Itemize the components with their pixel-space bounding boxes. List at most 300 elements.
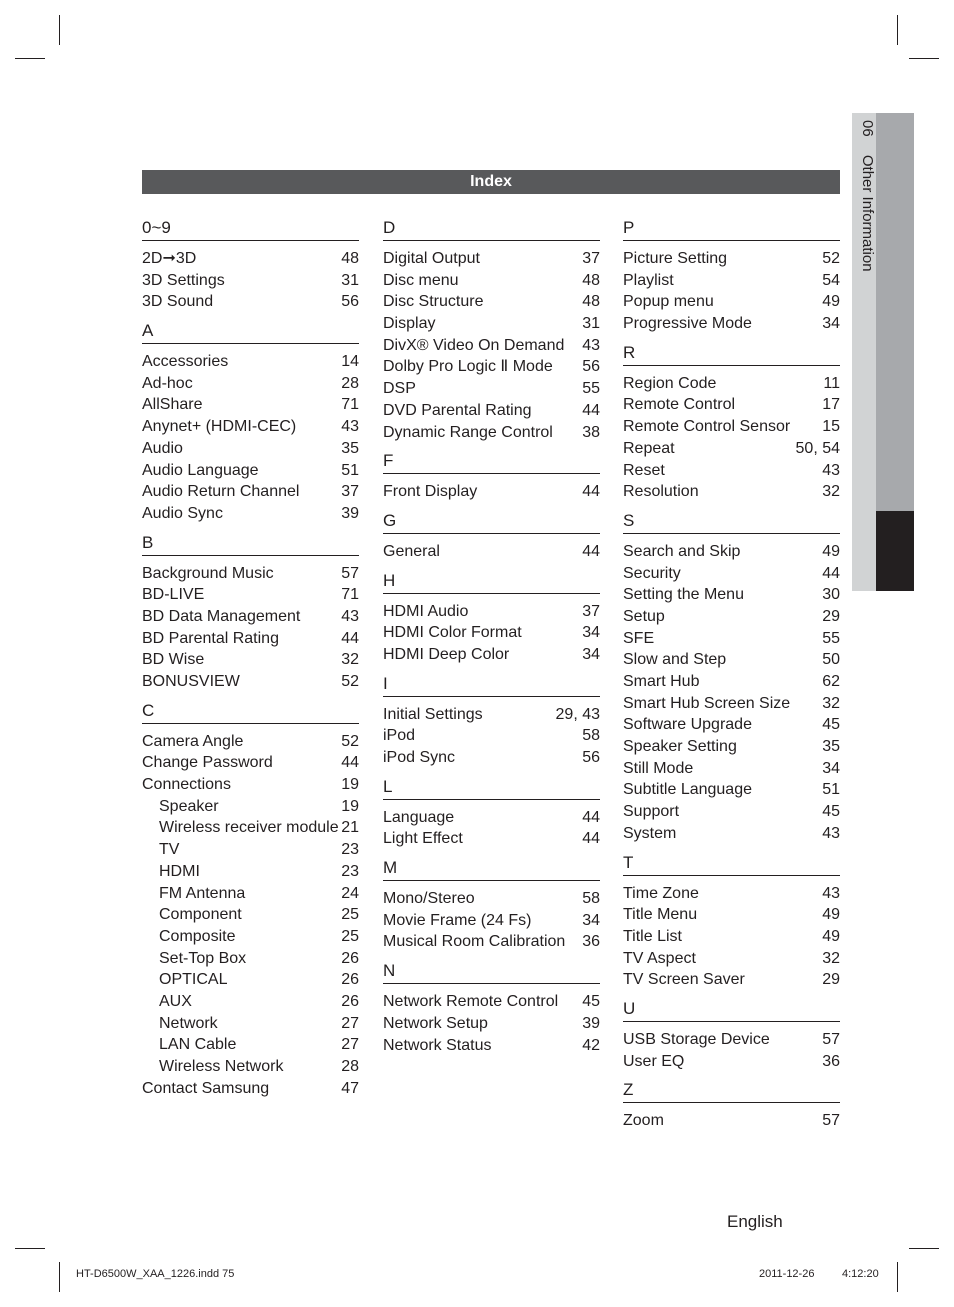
section-letter: A bbox=[142, 318, 359, 344]
entry-term: Subtitle Language bbox=[623, 781, 752, 799]
entry-page: 54 bbox=[822, 271, 840, 289]
index-entry bbox=[623, 416, 840, 438]
entry-term: TV bbox=[159, 841, 180, 859]
entry-page: 34 bbox=[582, 645, 600, 663]
index-entry bbox=[142, 606, 359, 628]
entry-term: Audio Language bbox=[142, 461, 259, 479]
entry-page: 44 bbox=[341, 754, 359, 772]
index-entry bbox=[623, 1051, 840, 1073]
section-letter: G bbox=[383, 508, 600, 534]
index-entry bbox=[623, 584, 840, 606]
entry-page: 32 bbox=[341, 651, 359, 669]
entry-term: Network bbox=[159, 1014, 218, 1032]
section-letter: H bbox=[383, 568, 600, 594]
entry-term: DVD Parental Rating bbox=[383, 401, 532, 419]
entry-page: 48 bbox=[582, 293, 600, 311]
entry-term: Anynet+ (HDMI-CEC) bbox=[142, 418, 297, 436]
entry-term: Title Menu bbox=[623, 906, 698, 924]
entry-page: 34 bbox=[822, 315, 840, 333]
entry-page: 49 bbox=[822, 293, 840, 311]
entry-page: 27 bbox=[341, 1014, 359, 1032]
entry-term: 3D Settings bbox=[142, 271, 225, 289]
entry-term: DSP bbox=[383, 380, 416, 398]
entry-page: 39 bbox=[341, 504, 359, 522]
index-section bbox=[383, 448, 600, 503]
crop-mark bbox=[909, 58, 939, 59]
index-entry bbox=[623, 270, 840, 292]
entry-term: iPod bbox=[383, 727, 416, 745]
index-entry bbox=[383, 356, 600, 378]
index-entry bbox=[383, 541, 600, 563]
entry-page: 45 bbox=[822, 803, 840, 821]
entry-page: 52 bbox=[822, 250, 840, 267]
index-entry bbox=[142, 628, 359, 650]
index-section bbox=[623, 850, 840, 991]
index-entry bbox=[623, 460, 840, 482]
entry-page: 14 bbox=[341, 353, 359, 371]
entry-page: 49 bbox=[822, 927, 840, 945]
index-section bbox=[142, 698, 359, 1100]
entry-term: Mono/Stereo bbox=[383, 890, 475, 908]
index-entry bbox=[142, 752, 359, 774]
entry-term: Ad-hoc bbox=[142, 374, 193, 392]
entry-page: 21 bbox=[341, 819, 359, 837]
entry-page: 35 bbox=[341, 439, 359, 457]
entry-term: Speaker Setting bbox=[623, 738, 737, 756]
index-entry bbox=[142, 671, 359, 693]
index-entry bbox=[623, 758, 840, 780]
entry-term: 2D➞3D bbox=[142, 250, 197, 267]
index-entry bbox=[142, 503, 359, 525]
entry-page: 29, 43 bbox=[555, 705, 600, 723]
index-entry bbox=[383, 335, 600, 357]
index-entry bbox=[623, 714, 840, 736]
entry-term: General bbox=[383, 542, 440, 560]
index-entry bbox=[383, 481, 600, 503]
entry-page: 30 bbox=[822, 586, 840, 604]
entry-term: HDMI Deep Color bbox=[383, 645, 510, 663]
index-entry bbox=[142, 1034, 359, 1056]
index-entry bbox=[383, 422, 600, 444]
section-letter: L bbox=[383, 774, 600, 800]
entry-page: 55 bbox=[822, 629, 840, 647]
index-entry bbox=[142, 373, 359, 395]
entry-term: Network Status bbox=[383, 1036, 492, 1054]
index-entry bbox=[623, 563, 840, 585]
crop-mark bbox=[15, 58, 45, 59]
index-entry bbox=[383, 378, 600, 400]
section-letter: 0~9 bbox=[142, 215, 359, 241]
footer-time: 4:12:20 bbox=[842, 1268, 879, 1280]
entry-page: 11 bbox=[823, 374, 840, 392]
entry-page: 43 bbox=[341, 607, 359, 625]
entry-page: 45 bbox=[822, 716, 840, 734]
entry-term: Playlist bbox=[623, 271, 674, 289]
entry-term: Setup bbox=[623, 607, 665, 625]
entry-page: 50 bbox=[822, 651, 840, 669]
entry-page: 19 bbox=[341, 797, 359, 815]
index-entry bbox=[623, 926, 840, 948]
index-entry bbox=[142, 774, 359, 796]
entry-page: 19 bbox=[341, 776, 359, 794]
index-entry bbox=[623, 649, 840, 671]
index-section bbox=[623, 340, 840, 503]
index-entry bbox=[383, 704, 600, 726]
entry-term: Time Zone bbox=[623, 884, 699, 902]
index-entry bbox=[623, 541, 840, 563]
entry-page: 71 bbox=[341, 396, 359, 414]
index-entry bbox=[142, 416, 359, 438]
entry-page: 52 bbox=[341, 673, 359, 690]
index-section bbox=[623, 508, 840, 845]
index-entry bbox=[623, 904, 840, 926]
index-entry bbox=[623, 779, 840, 801]
entry-page: 44 bbox=[582, 542, 600, 560]
entry-page: 45 bbox=[582, 993, 600, 1011]
index-section bbox=[142, 215, 359, 313]
entry-page: 51 bbox=[822, 781, 840, 799]
index-entry bbox=[142, 948, 359, 970]
index-section bbox=[142, 318, 359, 525]
entry-term: Audio Sync bbox=[142, 504, 223, 522]
entry-page: 34 bbox=[582, 624, 600, 642]
entry-term: Smart Hub Screen Size bbox=[623, 694, 791, 712]
entry-term: Initial Settings bbox=[383, 705, 483, 723]
entry-page: 49 bbox=[822, 542, 840, 560]
entry-term: Wireless Network bbox=[159, 1058, 284, 1075]
index-column-3 bbox=[623, 215, 840, 1137]
entry-page: 56 bbox=[341, 293, 359, 311]
entry-term: HDMI bbox=[159, 862, 200, 880]
entry-term: Contact Samsung bbox=[142, 1079, 270, 1097]
index-entry bbox=[623, 373, 840, 395]
entry-term: Speaker bbox=[159, 797, 219, 815]
index-entry bbox=[383, 1035, 600, 1057]
crop-mark bbox=[897, 15, 898, 45]
entry-page: 23 bbox=[341, 841, 359, 859]
entry-page: 57 bbox=[341, 564, 359, 582]
entry-page: 48 bbox=[341, 250, 359, 267]
index-entry bbox=[623, 801, 840, 823]
index-entry bbox=[142, 460, 359, 482]
entry-term: Region Code bbox=[623, 374, 717, 392]
index-entry bbox=[142, 291, 359, 313]
entry-page: 24 bbox=[341, 884, 359, 902]
entry-page: 26 bbox=[341, 971, 359, 989]
section-letter: Z bbox=[623, 1077, 840, 1103]
index-entry bbox=[623, 1029, 840, 1051]
entry-page: 43 bbox=[341, 418, 359, 436]
index-entry bbox=[142, 969, 359, 991]
index-entry bbox=[142, 438, 359, 460]
index-entry bbox=[383, 644, 600, 666]
index-entry bbox=[142, 926, 359, 948]
entry-term: AUX bbox=[159, 992, 192, 1010]
index-entry bbox=[383, 313, 600, 335]
entry-page: 43 bbox=[582, 336, 600, 354]
section-letter: T bbox=[623, 850, 840, 876]
entry-term: BONUSVIEW bbox=[142, 673, 240, 690]
entry-term: Movie Frame (24 Fs) bbox=[383, 911, 532, 929]
entry-term: TV Screen Saver bbox=[623, 971, 745, 989]
entry-page: 44 bbox=[822, 564, 840, 582]
entry-term: Disc Structure bbox=[383, 293, 484, 311]
index-section bbox=[383, 855, 600, 953]
entry-term: USB Storage Device bbox=[623, 1030, 770, 1048]
entry-term: Reset bbox=[623, 461, 665, 479]
index-entry bbox=[383, 828, 600, 850]
index-entry bbox=[383, 291, 600, 313]
chapter-title: Other Information bbox=[859, 154, 876, 272]
index-entry bbox=[623, 313, 840, 335]
index-entry bbox=[623, 883, 840, 905]
entry-term: Language bbox=[383, 808, 455, 826]
index-entry bbox=[142, 1013, 359, 1035]
entry-term: Network Remote Control bbox=[383, 993, 559, 1011]
index-entry bbox=[623, 948, 840, 970]
index-entry bbox=[142, 839, 359, 861]
section-letter: M bbox=[383, 855, 600, 881]
entry-term: AllShare bbox=[142, 396, 203, 414]
index-entry bbox=[383, 601, 600, 623]
entry-term: Repeat bbox=[623, 439, 675, 457]
entry-term: iPod Sync bbox=[383, 749, 456, 766]
index-entry bbox=[142, 248, 359, 270]
entry-page: 25 bbox=[341, 927, 359, 945]
entry-page: 44 bbox=[582, 483, 600, 501]
crop-mark bbox=[15, 1248, 45, 1249]
entry-term: TV Aspect bbox=[623, 949, 696, 967]
entry-term: Resolution bbox=[623, 483, 699, 501]
index-section bbox=[623, 1077, 840, 1132]
entry-term: Search and Skip bbox=[623, 542, 741, 560]
chapter-number: 06 bbox=[859, 120, 876, 137]
entry-page: 37 bbox=[582, 602, 600, 620]
entry-term: Network Setup bbox=[383, 1014, 488, 1032]
index-entry bbox=[383, 910, 600, 932]
entry-term: Change Password bbox=[142, 754, 273, 772]
entry-page: 37 bbox=[582, 250, 600, 267]
entry-term: Picture Setting bbox=[623, 250, 728, 267]
index-section bbox=[383, 958, 600, 1056]
index-entry bbox=[142, 1078, 359, 1100]
entry-page: 28 bbox=[341, 374, 359, 392]
entry-page: 27 bbox=[341, 1036, 359, 1054]
index-entry bbox=[383, 991, 600, 1013]
entry-page: 44 bbox=[582, 830, 600, 848]
entry-term: FM Antenna bbox=[159, 884, 246, 902]
section-letter: D bbox=[383, 215, 600, 241]
entry-page: 52 bbox=[341, 732, 359, 750]
index-entry bbox=[383, 270, 600, 292]
index-entry bbox=[142, 1056, 359, 1078]
entry-page: 34 bbox=[582, 911, 600, 929]
entry-term: Setting the Menu bbox=[623, 586, 744, 604]
entry-page: 55 bbox=[582, 380, 600, 398]
entry-term: Popup menu bbox=[623, 293, 714, 311]
index-entry bbox=[623, 671, 840, 693]
index-section bbox=[142, 530, 359, 693]
entry-page: 23 bbox=[341, 862, 359, 880]
entry-term: Remote Control Sensor bbox=[623, 418, 791, 436]
crop-mark bbox=[59, 15, 60, 45]
section-letter: S bbox=[623, 508, 840, 534]
index-entry bbox=[623, 969, 840, 991]
entry-term: Still Mode bbox=[623, 759, 694, 777]
entry-term: Connections bbox=[142, 776, 231, 794]
entry-page: 28 bbox=[341, 1058, 359, 1075]
index-entry bbox=[623, 693, 840, 715]
section-letter: C bbox=[142, 698, 359, 724]
index-entry bbox=[383, 747, 600, 769]
entry-term: Audio bbox=[142, 439, 183, 457]
entry-page: 44 bbox=[582, 808, 600, 826]
entry-term: Title List bbox=[623, 927, 682, 945]
index-section bbox=[623, 215, 840, 335]
entry-term: Zoom bbox=[623, 1112, 664, 1130]
entry-page: 39 bbox=[582, 1014, 600, 1032]
index-entry bbox=[623, 438, 840, 460]
index-entry bbox=[383, 931, 600, 953]
entry-term: SFE bbox=[623, 629, 655, 647]
index-entry bbox=[623, 481, 840, 503]
index-entry bbox=[142, 481, 359, 503]
entry-page: 34 bbox=[822, 759, 840, 777]
index-section bbox=[623, 996, 840, 1072]
entry-term: Accessories bbox=[142, 353, 229, 371]
entry-term: Software Upgrade bbox=[623, 716, 752, 734]
entry-page: 38 bbox=[582, 423, 600, 441]
entry-page: 71 bbox=[341, 586, 359, 604]
index-entry bbox=[142, 563, 359, 585]
entry-page: 44 bbox=[582, 401, 600, 419]
entry-page: 44 bbox=[341, 629, 359, 647]
entry-page: 29 bbox=[822, 971, 840, 989]
entry-term: Progressive Mode bbox=[623, 315, 752, 333]
section-letter: N bbox=[383, 958, 600, 984]
index-entry bbox=[142, 394, 359, 416]
entry-term: BD Wise bbox=[142, 651, 205, 669]
entry-page: 36 bbox=[822, 1052, 840, 1070]
index-entry bbox=[383, 248, 600, 270]
entry-term: Digital Output bbox=[383, 250, 480, 267]
section-letter: U bbox=[623, 996, 840, 1022]
entry-page: 29 bbox=[822, 607, 840, 625]
index-section bbox=[383, 508, 600, 563]
index-entry bbox=[142, 883, 359, 905]
entry-page: 48 bbox=[582, 271, 600, 289]
entry-page: 32 bbox=[822, 694, 840, 712]
entry-page: 43 bbox=[822, 884, 840, 902]
entry-term: BD Data Management bbox=[142, 607, 301, 625]
entry-term: Composite bbox=[159, 927, 236, 945]
index-entry bbox=[142, 351, 359, 373]
entry-page: 26 bbox=[341, 949, 359, 967]
entry-page: 58 bbox=[582, 727, 600, 745]
entry-term: HDMI Color Format bbox=[383, 624, 522, 642]
entry-page: 57 bbox=[822, 1030, 840, 1048]
index-entry bbox=[142, 861, 359, 883]
index-section bbox=[383, 215, 600, 443]
entry-page: 36 bbox=[582, 933, 600, 951]
index-entry bbox=[142, 270, 359, 292]
entry-term: Dynamic Range Control bbox=[383, 423, 553, 441]
chapter-tab-marker bbox=[876, 511, 914, 591]
index-entry bbox=[142, 991, 359, 1013]
index-entry bbox=[142, 796, 359, 818]
entry-page: 17 bbox=[822, 396, 840, 414]
index-entry bbox=[142, 817, 359, 839]
index-column-1 bbox=[142, 215, 359, 1104]
index-entry bbox=[623, 606, 840, 628]
entry-term: Disc menu bbox=[383, 271, 459, 289]
index-entry bbox=[623, 291, 840, 313]
entry-term: BD Parental Rating bbox=[142, 629, 279, 647]
crop-mark bbox=[59, 1262, 60, 1292]
entry-page: 43 bbox=[822, 461, 840, 479]
entry-term: Musical Room Calibration bbox=[383, 933, 566, 951]
index-entry bbox=[142, 584, 359, 606]
index-entry bbox=[383, 807, 600, 829]
entry-page: 32 bbox=[822, 949, 840, 967]
entry-page: 31 bbox=[341, 271, 359, 289]
index-entry bbox=[623, 736, 840, 758]
entry-term: Camera Angle bbox=[142, 732, 244, 750]
page-title: Index bbox=[142, 170, 840, 194]
entry-term: DivX® Video On Demand bbox=[383, 336, 565, 354]
entry-term: Wireless receiver module bbox=[159, 819, 339, 837]
entry-page: 56 bbox=[582, 749, 600, 766]
entry-page: 50, 54 bbox=[795, 439, 840, 457]
entry-term: Display bbox=[383, 315, 436, 333]
entry-term: Component bbox=[159, 906, 242, 924]
index-entry bbox=[142, 649, 359, 671]
entry-term: Dolby Pro Logic Ⅱ Mode bbox=[383, 358, 553, 376]
entry-term: BD-LIVE bbox=[142, 586, 205, 604]
entry-term: Set-Top Box bbox=[159, 949, 247, 967]
entry-term: Security bbox=[623, 564, 681, 582]
section-letter: I bbox=[383, 671, 600, 697]
entry-page: 35 bbox=[822, 738, 840, 756]
entry-term: OPTICAL bbox=[159, 971, 228, 989]
entry-page: 32 bbox=[822, 483, 840, 501]
entry-term: Remote Control bbox=[623, 396, 736, 414]
entry-term: Audio Return Channel bbox=[142, 483, 300, 501]
entry-term: Background Music bbox=[142, 564, 274, 582]
crop-mark bbox=[897, 1262, 898, 1292]
index-entry bbox=[142, 731, 359, 753]
entry-term: 3D Sound bbox=[142, 293, 214, 311]
footer-date: 2011-12-26 bbox=[759, 1268, 815, 1280]
entry-term: LAN Cable bbox=[159, 1036, 237, 1054]
index-entry bbox=[383, 400, 600, 422]
index-entry bbox=[623, 248, 840, 270]
entry-page: 42 bbox=[582, 1036, 600, 1054]
index-section bbox=[383, 774, 600, 850]
entry-page: 47 bbox=[341, 1079, 359, 1097]
index-entry bbox=[383, 888, 600, 910]
entry-term: Light Effect bbox=[383, 830, 463, 848]
entry-page: 25 bbox=[341, 906, 359, 924]
entry-term: System bbox=[623, 824, 677, 842]
index-entry bbox=[383, 622, 600, 644]
entry-page: 58 bbox=[582, 890, 600, 908]
entry-page: 26 bbox=[341, 992, 359, 1010]
entry-term: Slow and Step bbox=[623, 651, 727, 669]
footer-language: English bbox=[727, 1212, 783, 1231]
crop-mark bbox=[909, 1248, 939, 1249]
entry-page: 49 bbox=[822, 906, 840, 924]
